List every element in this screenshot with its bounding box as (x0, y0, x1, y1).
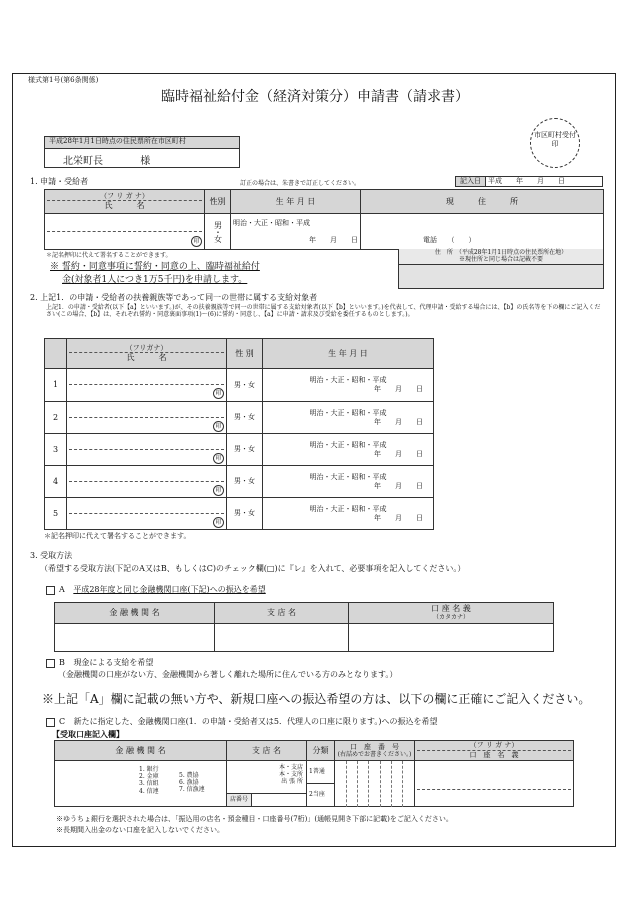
c-branch-field[interactable] (227, 761, 307, 807)
section1-heading: 1. 申請・受給者 (30, 177, 89, 186)
dependent-name-field[interactable] (67, 498, 227, 530)
entry-date-table (455, 176, 603, 187)
seal-mark-icon: 印 (213, 421, 224, 432)
note-yucho: ※ゆうちょ銀行を選択された場合は、「振込用の店名・預金種目・口座番号(7桁)」(通帳見開き下部に記載)をご記入ください。 (56, 815, 453, 823)
dependent-row-number: 1 (45, 369, 67, 402)
applicant-name-header (45, 190, 205, 214)
dependent-sex-field[interactable]: 男・女 (227, 498, 263, 530)
option-c-checkbox[interactable] (46, 718, 55, 727)
dependent-row-number: 5 (45, 498, 67, 530)
dependents-table (44, 338, 434, 530)
municipality-header: 平成28年1月1日時点の住民票所在市区町村 (45, 137, 239, 149)
applicant-era-options: 明治・大正・昭和・平成 (233, 218, 310, 227)
page-title: 臨時福祉給付金（経済対策分）申請書（請求書） (161, 89, 469, 105)
seal-mark-icon: 印 (213, 517, 224, 528)
c-number-header (335, 741, 415, 761)
dependent-era-options: 明治・大正・昭和・平成 (309, 504, 387, 513)
c-bank-field[interactable] (55, 761, 227, 807)
branch-type-item[interactable]: 本・支店 (278, 764, 303, 771)
dependent-sex-field[interactable]: 男・女 (227, 434, 263, 466)
correction-note: 訂正の場合は、朱書きで訂正してください。 (240, 180, 361, 187)
bank-type-item[interactable]: 7. 信漁連 (179, 786, 205, 794)
bank-types-left (139, 766, 159, 795)
applicant-tel: 電話 （ ） (423, 236, 476, 245)
oath-line-2: 金(対象者1人につき1万5千円)を申請します。 (62, 275, 248, 285)
sex-header: 性別 (205, 190, 231, 214)
dependent-birth-field[interactable] (263, 498, 434, 530)
dependent-ymd: 年 月 日 (374, 449, 423, 458)
c-type-header: 分類 (307, 741, 335, 761)
branch-type-item[interactable]: 本・支所 (278, 771, 303, 779)
a-holder-label: 口 座 名 義 (431, 604, 471, 614)
stamp-label: 市区町村受付印 (534, 131, 576, 149)
bank-type-item[interactable]: 4. 信連 (139, 787, 159, 795)
bank-types-right (179, 772, 205, 794)
c-number-sublabel: (右詰めでお書きください。) (337, 751, 412, 759)
option-b-checkbox[interactable] (46, 659, 55, 668)
dependents-name-header (67, 339, 227, 369)
option-a-text: 平成28年度と同じ金融機関口座(下記)への振込を希望 (73, 585, 266, 594)
dependent-name-field[interactable] (67, 369, 227, 402)
seal-mark-icon: 印 (213, 388, 224, 399)
dependent-era-options: 明治・大正・昭和・平成 (309, 472, 387, 481)
option-a-label: A (59, 585, 65, 594)
dependent-name-field[interactable] (67, 434, 227, 466)
dependent-ymd: 年 月 日 (374, 513, 423, 522)
seal-mark-icon: 印 (213, 485, 224, 496)
section2-seal-note: ＊記名押印に代えて署名することができます。 (44, 532, 191, 540)
applicant-sex-field[interactable]: 男・女 (205, 214, 231, 250)
a-branch-field[interactable] (215, 624, 349, 652)
option-a-row (46, 585, 266, 595)
dependent-birth-field[interactable] (263, 402, 434, 434)
section2-heading: 2. 上記1．の申請・受給者の扶養親族等であって同一の世帯に属する支給対象者 (30, 293, 318, 302)
address-note-1: 住 所 （平成28年1月1日時点の住民票所在地） (434, 249, 568, 256)
a-holder-field[interactable] (349, 624, 554, 652)
a-holder-header (349, 603, 554, 624)
note-dormant: ※長期間入出金のない口座を記入しないでください。 (56, 826, 224, 834)
dependents-kana-header: （フリガナ） (69, 344, 224, 354)
address-header: 現 住 所 (361, 190, 604, 214)
c-bank-header: 金 融 機 関 名 (55, 741, 227, 761)
account-entry-heading: 【受取口座記入欄】 (52, 729, 124, 739)
bank-type-item[interactable]: 1. 銀行 (139, 766, 159, 773)
branch-type-item[interactable]: 出 張 所 (281, 778, 303, 786)
dependent-era-options: 明治・大正・昭和・平成 (309, 376, 387, 385)
kana-header: （フ リ ガ ナ） (47, 192, 202, 202)
dependent-sex-field[interactable]: 男・女 (227, 369, 263, 402)
dependent-sex-field[interactable]: 男・女 (227, 402, 263, 434)
dependent-birth-field[interactable] (263, 434, 434, 466)
address-note-2: ※現住所と同じ場合は記載不要 (458, 256, 543, 264)
applicant-birth-field[interactable] (231, 214, 361, 250)
municipality-box (44, 136, 240, 168)
account-type-item[interactable]: 2当座 (309, 791, 325, 798)
dependents-birth-header: 生 年 月 日 (263, 339, 434, 369)
section1-seal-note: ＊記名押印に代えて署名することができます。 (46, 252, 172, 259)
seal-mark-icon: 印 (191, 236, 202, 247)
form-id: 様式第1号(第6条関係) (28, 76, 99, 84)
c-number-field[interactable] (335, 761, 415, 807)
a-holder-kana-label: （カタカナ） (432, 614, 469, 622)
store-number-label: 店番号 (227, 794, 252, 806)
option-b-note: （金融機関の口座がない方、金融機関から著しく離れた場所に住んでいる方のみとなります。） (58, 670, 398, 679)
section2-note: 上記1．の申請・受給者(以下【a】といいます。)が、その扶養親族等で同一の世帯に属する支給対象者(以下【b】といいます。)を代表して、代理申請・受給する場合には、【b】の氏名等を下の欄にご記入ください(この場合、【b】は、それぞれ誓約・同意裏面事項(1)～(6)に誓約・同意し、【a】に申請・請求及び受給を委任するものとします。)。 (46, 304, 601, 319)
reception-stamp-circle (530, 118, 580, 168)
c-branch-header: 支 店 名 (227, 741, 307, 761)
dependent-row-number: 3 (45, 434, 67, 466)
c-holder-field[interactable] (415, 761, 574, 807)
name-header: 氏 名 (104, 201, 145, 211)
dependent-row-number: 2 (45, 402, 67, 434)
option-b-text: 現金による支給を希望 (73, 658, 154, 667)
option-a-checkbox[interactable] (46, 586, 55, 595)
registered-address-note (398, 249, 604, 265)
option-c-text: 新たに指定した、金融機関口座(1．の申請・受給者又は5．代理人の口座に限ります。)への振込を希望 (73, 717, 438, 726)
oath-line-1: ※ 誓約・同意事項に誓約・同意の上、臨時福祉給付 (50, 262, 260, 272)
bank-type-item[interactable]: 6. 漁協 (179, 779, 199, 787)
entry-date-field[interactable]: 平成 年 月 日 (486, 177, 603, 187)
dependents-name-label: 氏 名 (126, 353, 167, 363)
dependents-sex-header: 性 別 (227, 339, 263, 369)
bank-type-item[interactable]: 5. 農協 (179, 772, 199, 779)
dependent-ymd: 年 月 日 (374, 385, 423, 393)
registered-address-field[interactable] (398, 265, 604, 289)
mayor-honorific: 様 (140, 156, 151, 167)
a-branch-header: 支 店 名 (215, 603, 349, 624)
branch-types (279, 764, 303, 786)
c-holder-header (415, 741, 574, 761)
seal-mark-icon: 印 (213, 453, 224, 464)
dependent-ymd: 年 月 日 (374, 417, 423, 426)
bank-type-item[interactable]: 3. 信組 (139, 780, 159, 788)
dependent-row-number: 4 (45, 466, 67, 498)
section3-instruction: （希望する受取方法(下記のA又はB、もしくはC)のチェック欄(□)に『レ』を入れて、必要事項を記入してください。） (40, 564, 466, 573)
dependent-era-options: 明治・大正・昭和・平成 (309, 440, 387, 449)
dependent-name-field[interactable] (67, 466, 227, 498)
applicant-name-cell[interactable] (45, 214, 205, 250)
a-bank-header: 金 融 機 関 名 (55, 603, 215, 624)
birth-header: 生 年 月 日 (231, 190, 361, 214)
store-number-row (227, 793, 306, 806)
c-number-label: 口 座 番 号 (350, 742, 399, 751)
option-a-table (54, 602, 554, 652)
dependent-sex-field[interactable]: 男・女 (227, 466, 263, 498)
option-b-row (46, 658, 153, 668)
big-notice: ※上記「A」欄に記載の無い方や、新規口座への振込希望の方は、以下の欄に正確にご記入ください。 (42, 692, 591, 706)
dependents-index-header (45, 339, 67, 369)
entry-date-label: 記入日 (456, 177, 486, 187)
option-c-row (46, 717, 437, 727)
mayor-name: 北栄町長 (63, 156, 103, 167)
dependent-name-field[interactable] (67, 402, 227, 434)
account-type-item[interactable]: 1普通 (307, 761, 334, 784)
option-c-label: C (59, 717, 66, 726)
a-bank-field[interactable] (55, 624, 215, 652)
section3-heading: 3. 受取方法 (30, 551, 73, 560)
bank-type-item[interactable]: 2. 金庫 (139, 773, 159, 781)
applicant-ymd: 年 月 日 (309, 235, 358, 244)
c-holder-kana-label: （フ リ ガ ナ） (417, 741, 571, 751)
applicant-table (44, 189, 604, 250)
c-type-field[interactable] (307, 761, 335, 807)
c-holder-label: 口 座 名 義 (469, 751, 519, 759)
dependent-ymd: 年 月 日 (374, 481, 423, 490)
applicant-address-field[interactable] (361, 214, 604, 250)
dependent-era-options: 明治・大正・昭和・平成 (309, 408, 387, 417)
option-b-label: B (59, 658, 65, 667)
dependent-birth-field[interactable] (263, 369, 434, 402)
option-c-table (54, 740, 574, 807)
applicant-kana-field[interactable] (47, 217, 202, 232)
dependent-birth-field[interactable] (263, 466, 434, 498)
